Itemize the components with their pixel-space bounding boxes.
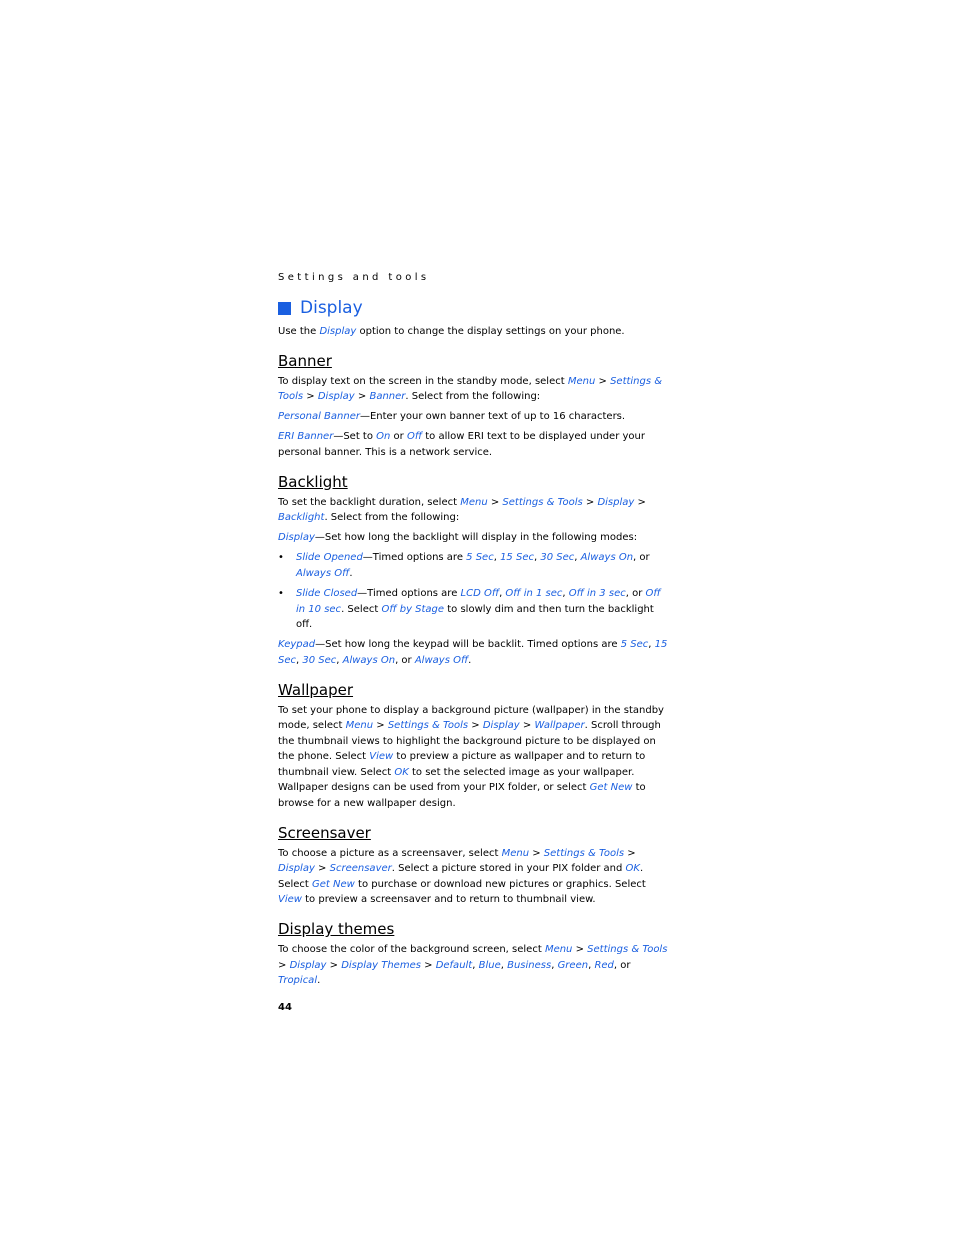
text-run: to slowly dim and then turn the backlight off. — [296, 603, 654, 631]
screensaver-heading: Screensaver — [278, 823, 371, 842]
menu-term: Display — [482, 720, 520, 732]
menu-term: Menu — [345, 720, 374, 732]
menu-term: Get New — [589, 782, 633, 794]
text-run: —Set how long the keypad will be backlit. Timed options are — [315, 639, 621, 651]
menu-term: ERI Banner — [278, 431, 334, 443]
text-run: to preview a screensaver and to return to thumbnail view. — [301, 894, 596, 906]
text-run: , — [551, 959, 558, 971]
menu-term: OK — [625, 863, 640, 875]
menu-term: Banner — [369, 391, 406, 403]
document-page — [278, 272, 668, 1013]
menu-term: Menu — [460, 496, 488, 508]
display-themes-paragraph — [278, 942, 668, 989]
menu-term: View — [278, 894, 302, 906]
text-run: > — [303, 391, 318, 403]
text-run: to preview a picture as wallpaper and to return to thumbnail view. Select — [278, 751, 646, 778]
text-run: . — [317, 975, 321, 987]
menu-term: Always On — [580, 552, 634, 564]
list-item — [278, 586, 668, 633]
menu-term: Settings & Tools — [387, 720, 469, 732]
menu-term: Off by Stage — [381, 603, 445, 615]
menu-term: View — [369, 751, 394, 763]
text-run: , — [588, 959, 595, 971]
text-run: To set your phone to display a background picture (wallpaper) in the standby mode, select — [278, 704, 664, 732]
text-run: to browse for a new wallpaper design. — [278, 782, 646, 810]
section-square-icon — [278, 302, 291, 315]
screensaver-paragraph — [278, 846, 668, 908]
menu-term: Always On — [342, 654, 396, 666]
wallpaper-paragraph — [278, 703, 668, 812]
backlight-heading: Backlight — [278, 472, 348, 491]
menu-term: Display — [278, 863, 315, 875]
banner-paragraph-2 — [278, 409, 668, 425]
text-run: option to change the display settings on your phone. — [356, 326, 625, 337]
text-run: to purchase or download new pictures or graphics. Select — [354, 878, 646, 890]
menu-term: Menu — [567, 375, 596, 387]
text-run: > — [529, 847, 544, 859]
text-run: To choose a picture as a screensaver, select — [278, 847, 502, 859]
text-run: , — [493, 552, 501, 564]
menu-term: 15 Sec — [278, 639, 668, 666]
text-run: To set the backlight duration, select — [278, 496, 461, 508]
menu-term: Display — [319, 326, 357, 337]
text-run: > — [354, 391, 370, 403]
text-run: > — [634, 496, 646, 508]
text-run: , — [574, 552, 581, 564]
text-run: , — [648, 639, 655, 651]
text-run: , — [562, 588, 569, 600]
menu-term: Settings & Tools — [278, 375, 663, 403]
menu-term: 5 Sec — [620, 639, 649, 651]
text-run: , — [533, 552, 541, 564]
menu-term: Screensaver — [329, 863, 392, 875]
menu-term: Wallpaper — [534, 720, 585, 732]
text-run: Use the — [278, 326, 320, 337]
text-run: —Set to — [333, 431, 377, 443]
menu-term: OK — [394, 766, 409, 778]
text-run: —Timed options are — [362, 552, 467, 564]
banner-heading: Banner — [278, 351, 332, 370]
text-run: To display text on the screen in the standby mode, select — [278, 375, 568, 387]
text-run: > — [519, 720, 535, 732]
menu-term: Backlight — [278, 512, 325, 524]
menu-term: Display — [597, 496, 635, 508]
display-themes-heading: Display themes — [278, 920, 395, 939]
menu-term: 30 Sec — [540, 552, 575, 564]
menu-term: LCD Off — [460, 588, 500, 600]
menu-term: Tropical — [278, 975, 318, 987]
menu-term: Off — [406, 431, 423, 443]
text-run: . Select — [278, 863, 644, 890]
running-head: Settings and tools — [278, 272, 430, 283]
bullet-icon: • — [278, 588, 284, 600]
section-title-text: Display — [300, 298, 363, 318]
text-run: > — [487, 496, 503, 508]
menu-term: Personal Banner — [278, 411, 360, 423]
text-run: , or — [613, 959, 631, 971]
menu-term: Menu — [501, 847, 530, 859]
bullet-icon: • — [278, 552, 284, 564]
menu-term: 15 Sec — [500, 552, 534, 564]
text-run: . Select a picture stored in your PIX folder and — [391, 863, 626, 875]
text-run: > — [420, 959, 436, 971]
menu-term: Red — [594, 959, 614, 971]
text-run: or — [390, 431, 407, 443]
text-run: . — [468, 654, 472, 666]
backlight-mode-list — [278, 550, 668, 632]
menu-term: Settings & Tools — [502, 496, 583, 508]
backlight-paragraph-2 — [278, 530, 668, 546]
menu-term: 5 Sec — [466, 552, 494, 564]
banner-paragraph-3 — [278, 429, 668, 460]
menu-term: Display Themes — [341, 959, 421, 971]
backlight-paragraph-1 — [278, 495, 668, 526]
menu-term: Menu — [544, 944, 573, 956]
menu-term: On — [376, 431, 391, 443]
text-run: to set the selected image as your wallpaper. Wallpaper designs can be used from your PIX folder, or select — [278, 766, 635, 794]
menu-term: Slide Closed — [296, 588, 358, 600]
menu-term: Off in 1 sec — [505, 588, 563, 600]
text-run: > — [373, 720, 388, 732]
text-run: —Timed options are — [357, 588, 461, 600]
menu-term: Business — [507, 959, 552, 971]
text-run: > — [326, 959, 342, 971]
menu-term: Off in 10 sec — [296, 588, 661, 615]
menu-term: Display — [317, 391, 355, 403]
menu-term: Keypad — [278, 639, 316, 651]
text-run: , or — [633, 552, 650, 564]
text-run: to allow ERI text to be displayed under your personal banner. This is a network service. — [278, 431, 645, 458]
menu-term: Display — [278, 532, 315, 544]
text-run: . Select from the following: — [324, 512, 460, 524]
text-run: , — [499, 588, 506, 600]
text-run: > — [595, 375, 611, 387]
menu-term: Settings & Tools — [587, 944, 668, 956]
menu-term: Green — [557, 959, 589, 971]
text-run: To choose the color of the background screen, select — [278, 944, 545, 956]
menu-term: Get New — [312, 878, 355, 890]
text-run: > — [624, 847, 636, 859]
text-run: , — [472, 959, 479, 971]
menu-term: Always Off — [414, 654, 469, 666]
text-run: . Select — [341, 603, 382, 615]
intro-paragraph — [278, 324, 668, 340]
menu-term: Settings & Tools — [543, 847, 625, 859]
menu-term: Display — [289, 959, 327, 971]
text-run: > — [572, 944, 588, 956]
list-item — [278, 550, 668, 581]
menu-term: Blue — [478, 959, 501, 971]
text-run: —Enter your own banner text of up to 16 characters. — [359, 411, 626, 423]
text-run: , — [500, 959, 508, 971]
text-run: . Select from the following: — [405, 391, 541, 403]
section-title — [278, 298, 668, 318]
text-run: . — [349, 567, 353, 579]
menu-term: Default — [435, 959, 473, 971]
text-run: , — [296, 654, 303, 666]
text-run: , — [336, 654, 343, 666]
backlight-paragraph-3 — [278, 637, 668, 668]
menu-term: Always Off — [296, 567, 350, 579]
text-run: > — [278, 959, 290, 971]
text-run: , or — [395, 654, 415, 666]
text-run: —Set how long the backlight will display in the following modes: — [314, 532, 638, 544]
banner-paragraph-1 — [278, 374, 668, 405]
text-run: > — [314, 863, 330, 875]
menu-term: 30 Sec — [302, 654, 337, 666]
text-run: . Scroll through the thumbnail views to highlight the background picture to be displayed on the phone. Select — [278, 720, 661, 763]
menu-term: Slide Opened — [296, 552, 363, 564]
wallpaper-heading: Wallpaper — [278, 680, 354, 699]
menu-term: Off in 3 sec — [568, 588, 626, 600]
text-run: , or — [625, 588, 646, 600]
page-number: 44 — [278, 1001, 292, 1013]
text-run: > — [582, 496, 598, 508]
text-run: > — [468, 720, 483, 732]
